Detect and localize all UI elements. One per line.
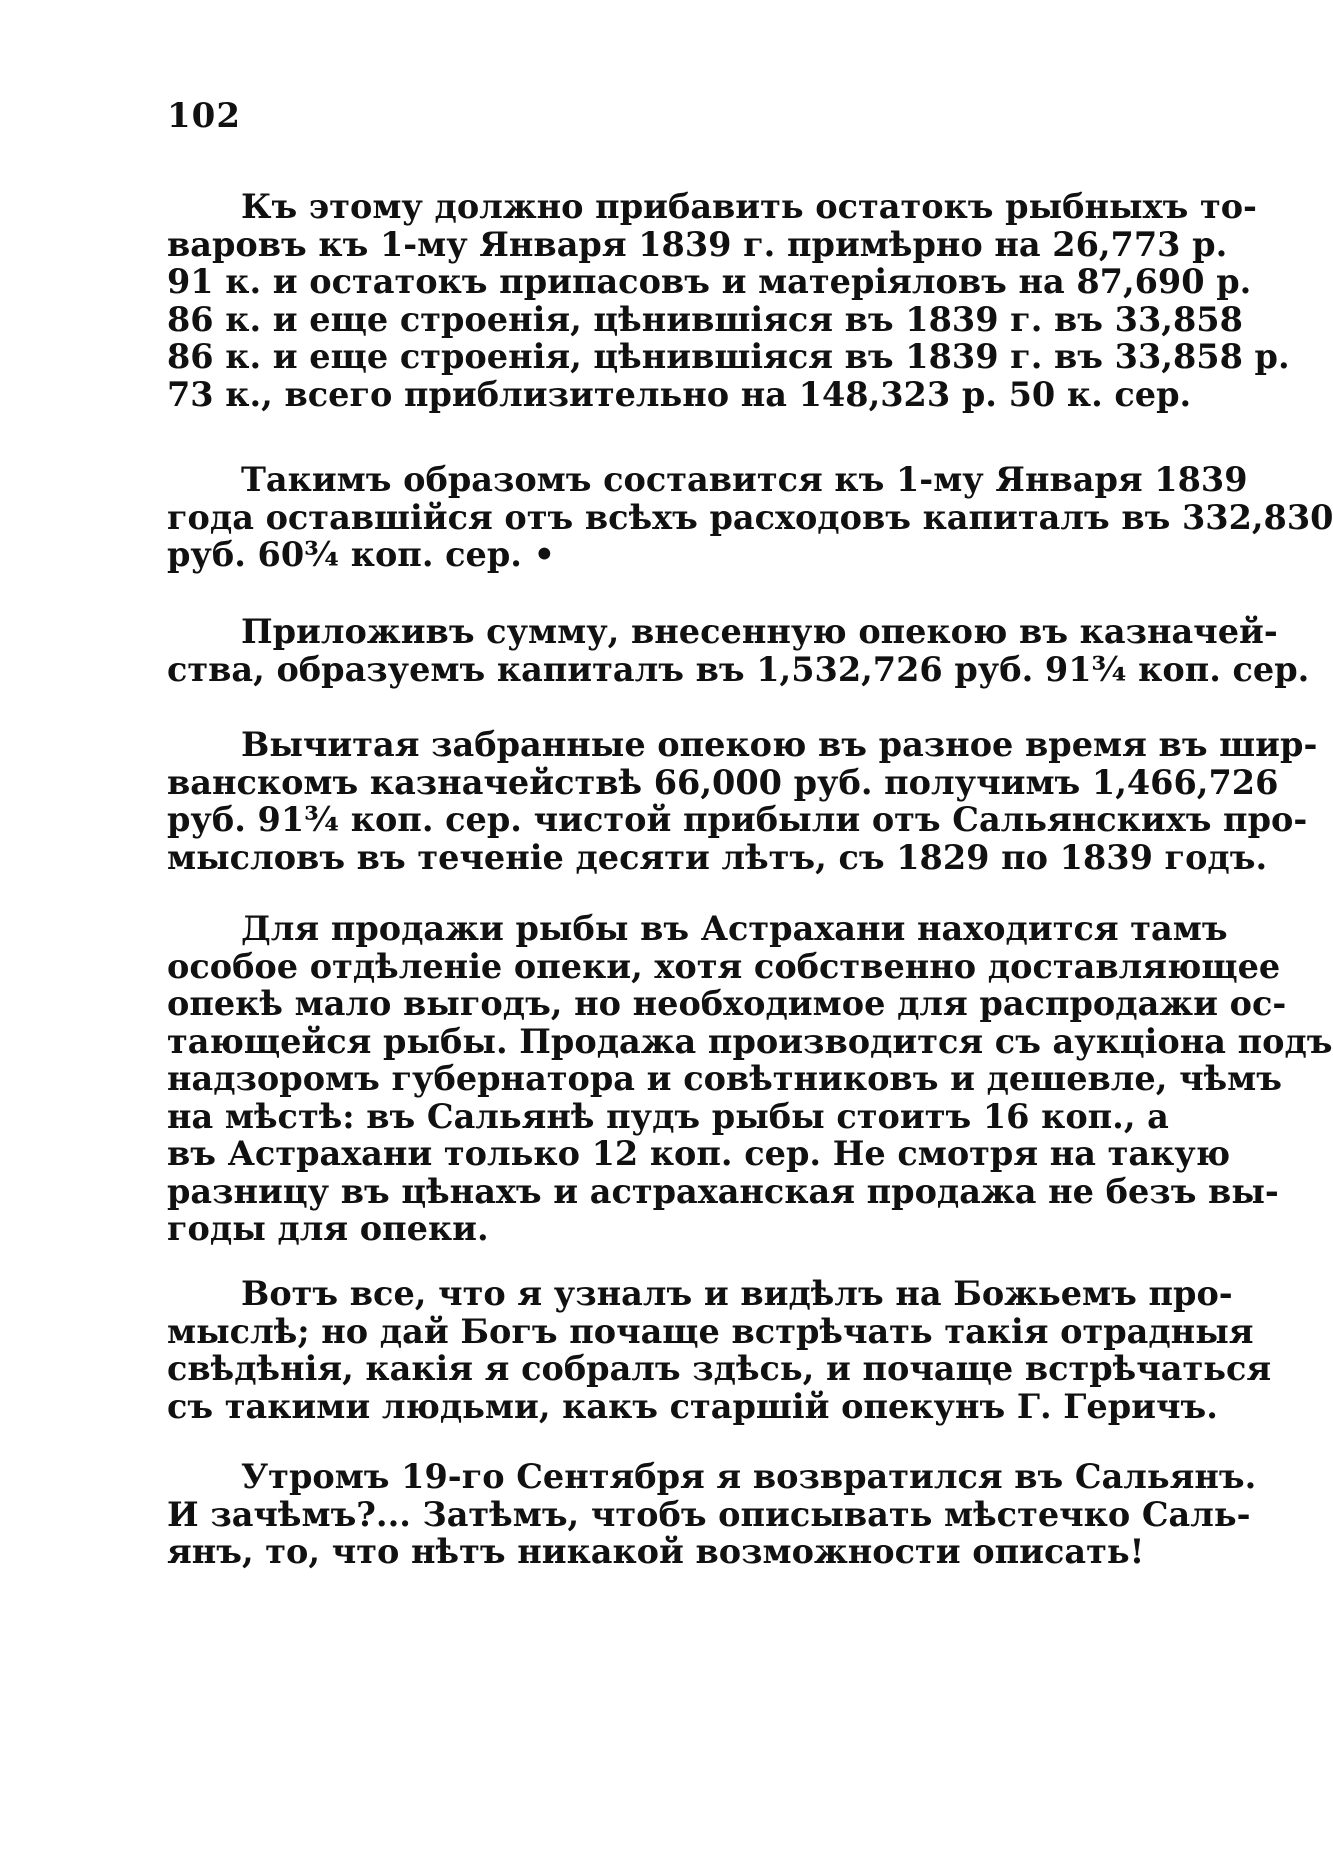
text-line: мыслѣ; но дай Богъ почаще встрѣчать такія отрадныя xyxy=(167,1311,1254,1351)
text-line: Для продажи рыбы въ Астрахани находится тамъ xyxy=(241,909,1228,948)
paragraph-6 xyxy=(167,1274,1272,1426)
text-line: разницу въ цѣнахъ и астраханская продажа не безъ вы- xyxy=(167,1171,1279,1211)
paragraph-3 xyxy=(167,612,1310,689)
paragraph-5 xyxy=(167,909,1333,1248)
text-line: варовъ къ 1-му Января 1839 г. примѣрно на 26,773 р. xyxy=(167,224,1228,264)
text-line: Къ этому должно прибавить остатокъ рыбныхъ то- xyxy=(241,187,1257,226)
paragraph-2 xyxy=(167,460,1333,574)
text-line: Такимъ образомъ составится къ 1-му Января 1839 xyxy=(241,460,1248,499)
text-line: съ такими людьми, какъ старшій опекунъ Г. Геричъ. xyxy=(167,1386,1218,1426)
text-line: руб. 91¾ коп. сер. чистой прибыли отъ Сальянскихъ про- xyxy=(167,800,1308,839)
text-line: года оставшійся отъ всѣхъ расходовъ капиталъ въ 332,830 xyxy=(167,497,1333,537)
text-line: Вотъ все, что я узналъ и видѣлъ на Божьемъ про- xyxy=(241,1274,1233,1313)
text-line: 91 к. и остатокъ припасовъ и матеріяловъ на 87,690 р. xyxy=(167,262,1252,301)
text-line: ванскомъ казначействѣ 66,000 руб. получимъ 1,466,726 xyxy=(167,762,1279,802)
text-line: на мѣстѣ: въ Сальянѣ пудъ рыбы стоитъ 16 коп., а xyxy=(167,1096,1169,1136)
text-line: 86 к. и еще строенія, цѣнившіяся въ 1839 г. въ 33,858 р. xyxy=(167,337,1290,376)
text-line: 73 к., всего приблизительно на 148,323 р. 50 к. сер. xyxy=(167,374,1192,414)
paragraph-7 xyxy=(167,1457,1257,1571)
text-line: Вычитая забранные опекою въ разное время въ шир- xyxy=(241,725,1318,764)
text-line: годы для опеки. xyxy=(167,1209,489,1248)
text-line: въ Астрахани только 12 коп. сер. Не смотря на такую xyxy=(167,1134,1231,1173)
text-line: 86 к. и еще строенія, цѣнившіяся въ 1839 г. въ 33,858 xyxy=(167,299,1243,339)
text-line: опекѣ мало выгодъ, но необходимое для распродажи ос- xyxy=(167,984,1287,1023)
text-line: И зачѣмъ?... Затѣмъ, чтобъ описывать мѣстечко Саль- xyxy=(167,1494,1251,1534)
paragraph-1 xyxy=(167,187,1290,414)
text-line: свѣдѣнія, какія я собралъ здѣсь, и почаще встрѣчаться xyxy=(167,1349,1272,1388)
text-line: особое отдѣленіе опеки, хотя собственно доставляющее xyxy=(167,946,1281,986)
text-line: янъ, то, что нѣтъ никакой возможности описать! xyxy=(167,1532,1145,1571)
text-line: Приложивъ сумму, внесенную опекою въ казначей- xyxy=(241,612,1278,651)
text-line: руб. 60¾ коп. сер. • xyxy=(167,535,556,574)
text-line: ства, образуемъ капиталъ въ 1,532,726 руб. 91¾ коп. сер. xyxy=(167,649,1310,689)
paragraph-4 xyxy=(167,725,1318,877)
text-line: тающейся рыбы. Продажа производится съ аукціона подъ xyxy=(167,1021,1333,1061)
text-line: надзоромъ губернатора и совѣтниковъ и дешевле, чѣмъ xyxy=(167,1059,1282,1098)
text-line: Утромъ 19-го Сентября я возвратился въ Сальянъ. xyxy=(241,1457,1257,1496)
page-number: 102 xyxy=(167,96,241,136)
text-line: мысловъ въ теченіе десяти лѣтъ, съ 1829 по 1839 годъ. xyxy=(167,837,1268,877)
